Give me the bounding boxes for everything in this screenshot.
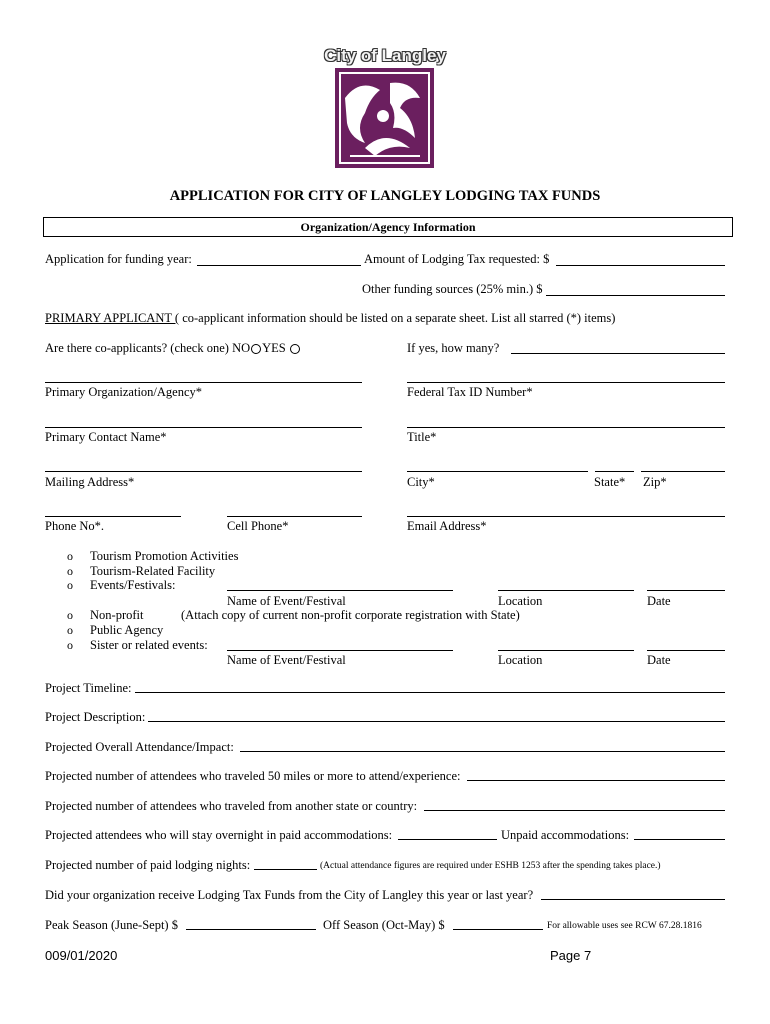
phone-field[interactable] (45, 516, 181, 517)
timeline-field[interactable] (135, 692, 725, 693)
peak-season-label: Peak Season (June-Sept) $ (45, 918, 178, 932)
title-label: Title* (407, 430, 437, 444)
email-field[interactable] (407, 516, 725, 517)
city-logo (335, 68, 434, 168)
timeline-label: Project Timeline: (45, 681, 132, 695)
primary-org-label: Primary Organization/Agency* (45, 385, 203, 399)
how-many-field[interactable] (511, 353, 725, 354)
zip-label: Zip* (643, 475, 667, 489)
off-season-label: Off Season (Oct-May) $ (323, 918, 445, 932)
bullet: o (67, 608, 73, 622)
tax-id-field[interactable] (407, 382, 725, 383)
yes-radio[interactable] (290, 344, 300, 354)
overnight-field[interactable] (398, 839, 497, 840)
primary-applicant-instructions: co-applicant information should be listed on a separate sheet. List all starred (*) items) (179, 311, 616, 325)
peak-season-field[interactable] (186, 929, 316, 930)
tax-id-label: Federal Tax ID Number* (407, 385, 533, 399)
email-label: Email Address* (407, 519, 487, 533)
no-radio[interactable] (251, 344, 261, 354)
other-funding-label: Other funding sources (25% min.) $ (362, 282, 543, 296)
sister-location-field[interactable] (498, 650, 634, 651)
attendance-field[interactable] (240, 751, 725, 752)
event-location-field[interactable] (498, 590, 634, 591)
event-location-label: Location (498, 594, 543, 608)
bullet: o (67, 638, 73, 652)
contact-name-field[interactable] (45, 427, 362, 428)
lodging-nights-field[interactable] (254, 869, 317, 870)
description-label: Project Description: (45, 710, 146, 724)
lodging-nights-label: Projected number of paid lodging nights: (45, 858, 251, 872)
sister-location-label: Location (498, 653, 543, 667)
phone-label: Phone No*. (45, 519, 105, 533)
events-option[interactable]: Events/Festivals: (90, 578, 176, 592)
cell-field[interactable] (227, 516, 362, 517)
funding-year-label: Application for funding year: (45, 252, 192, 266)
other-funding-field[interactable] (546, 295, 725, 296)
amount-requested-label: Amount of Lodging Tax requested: $ (364, 252, 550, 266)
footer-date: 009/01/2020 (45, 948, 118, 963)
cell-label: Cell Phone* (227, 519, 289, 533)
traveled-state-field[interactable] (424, 810, 725, 811)
event-date-label: Date (647, 594, 671, 608)
received-funds-field[interactable] (541, 899, 725, 900)
amount-requested-field[interactable] (556, 265, 725, 266)
rcw-note: For allowable uses see RCW 67.28.1816 (547, 921, 702, 931)
how-many-label: If yes, how many? (407, 341, 500, 355)
public-agency-option[interactable]: Public Agency (90, 623, 164, 637)
attendance-label: Projected Overall Attendance/Impact: (45, 740, 234, 754)
contact-name-label: Primary Contact Name* (45, 430, 167, 444)
description-field[interactable] (148, 721, 725, 722)
unpaid-field[interactable] (634, 839, 725, 840)
yes-label: YES (262, 341, 286, 355)
primary-applicant-heading: PRIMARY APPLICANT ( (45, 311, 180, 325)
state-label: State* (594, 475, 626, 489)
sister-events-option[interactable]: Sister or related events: (90, 638, 208, 652)
nonprofit-note: (Attach copy of current non-profit corporate registration with State) (181, 608, 520, 622)
tourism-facility-option[interactable]: Tourism-Related Facility (90, 564, 216, 578)
mailing-label: Mailing Address* (45, 475, 135, 489)
sister-event-name-label: Name of Event/Festival (227, 653, 346, 667)
bullet: o (67, 549, 73, 563)
event-name-label: Name of Event/Festival (227, 594, 346, 608)
unpaid-label: Unpaid accommodations: (501, 828, 630, 842)
sister-date-field[interactable] (647, 650, 725, 651)
primary-applicant-note (45, 311, 615, 326)
state-field[interactable] (595, 471, 634, 472)
bullet: o (67, 623, 73, 637)
city-field[interactable] (407, 471, 588, 472)
traveled-50-label: Projected number of attendees who traveled 50 miles or more to attend/experience: (45, 769, 461, 783)
city-label: City* (407, 475, 435, 489)
nonprofit-option[interactable]: Non-profit (90, 608, 144, 622)
coapplicants-label: Are there co-applicants? (check one) (45, 341, 229, 355)
title-field[interactable] (407, 427, 725, 428)
bullet: o (67, 578, 73, 592)
lodging-note: (Actual attendance figures are required under ESHB 1253 after the spending takes place.) (320, 861, 661, 871)
primary-org-field[interactable] (45, 382, 362, 383)
overnight-label: Projected attendees who will stay overnight in paid accommodations: (45, 828, 393, 842)
bullet: o (67, 564, 73, 578)
tourism-promotion-option[interactable]: Tourism Promotion Activities (90, 549, 239, 563)
form-title: APPLICATION FOR CITY OF LANGLEY LODGING TAX FUNDS (169, 188, 601, 204)
section-header: Organization/Agency Information (43, 217, 733, 237)
mailing-field[interactable] (45, 471, 362, 472)
sister-date-label: Date (647, 653, 671, 667)
page-number: Page 7 (550, 948, 592, 963)
sister-event-name-field[interactable] (227, 650, 453, 651)
zip-field[interactable] (641, 471, 725, 472)
no-label: NO (232, 341, 251, 355)
funding-year-field[interactable] (197, 265, 361, 266)
city-name: City of Langley (324, 46, 446, 65)
traveled-50-field[interactable] (467, 780, 725, 781)
traveled-state-label: Projected number of attendees who traveled from another state or country: (45, 799, 418, 813)
off-season-field[interactable] (453, 929, 543, 930)
received-funds-label: Did your organization receive Lodging Tax Funds from the City of Langley this year or last year? (45, 888, 534, 902)
event-date-field[interactable] (647, 590, 725, 591)
event-name-field[interactable] (227, 590, 453, 591)
coapplicants-question (45, 341, 301, 356)
